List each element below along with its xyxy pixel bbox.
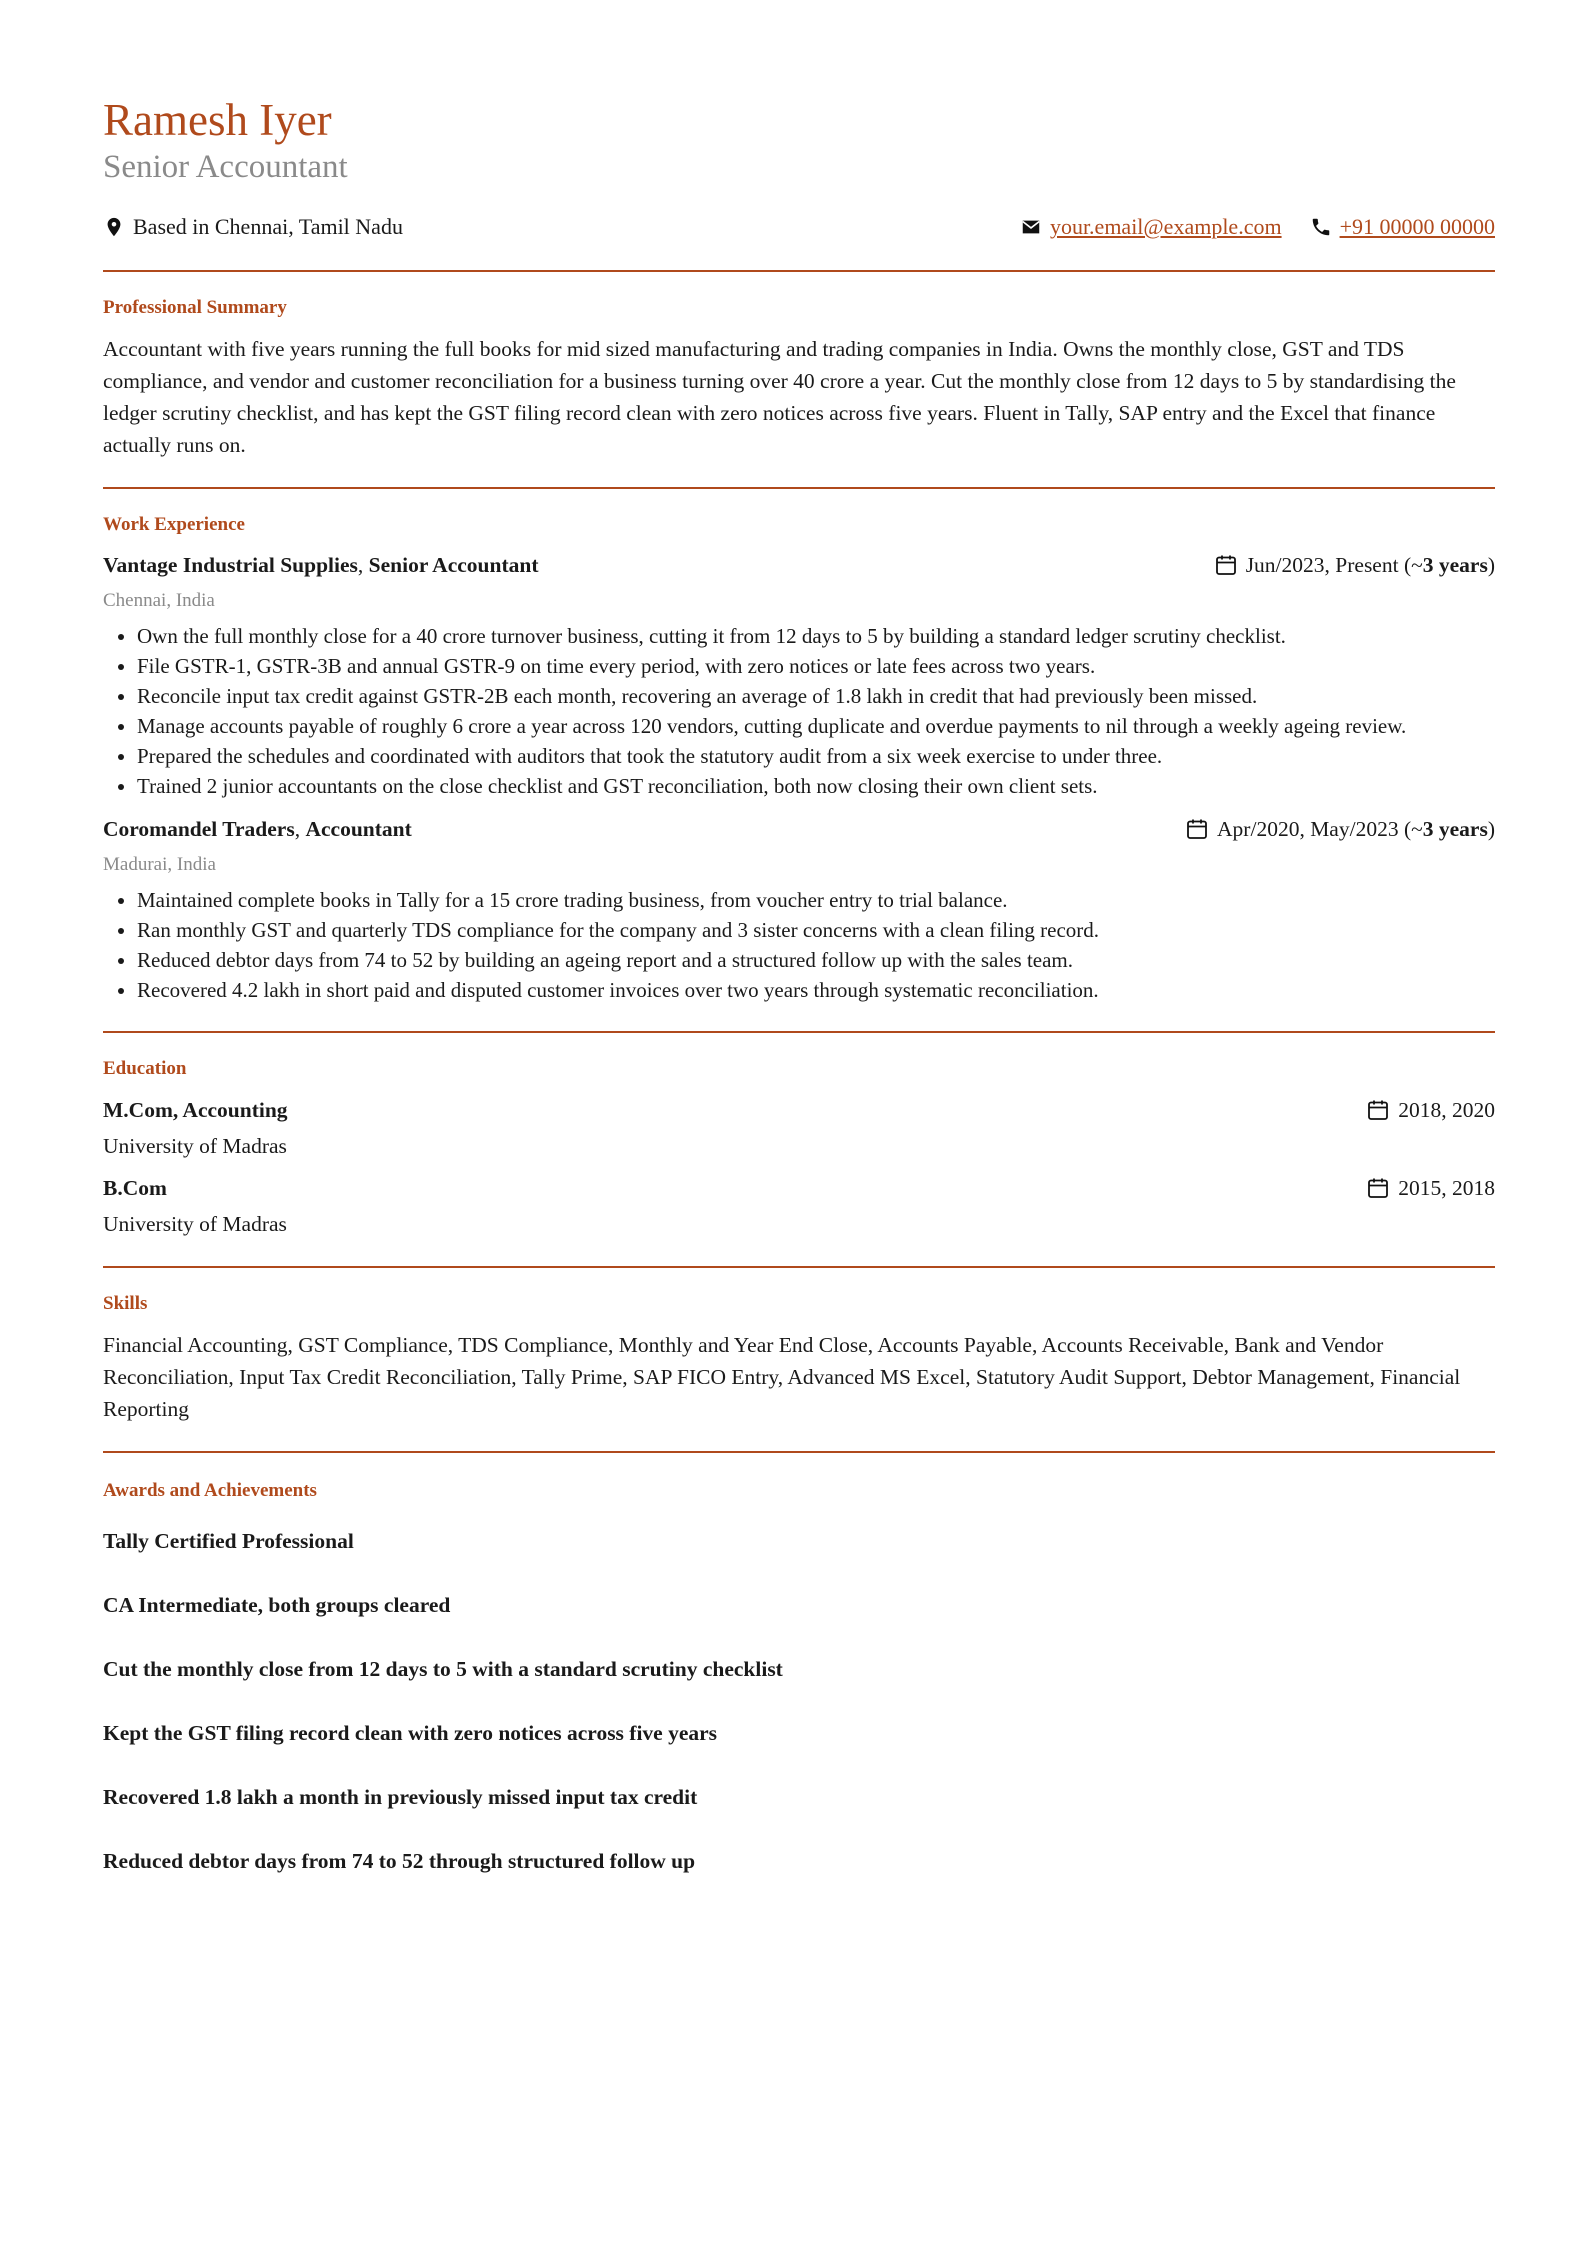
job-company: Coromandel Traders bbox=[103, 817, 295, 842]
award-item: Kept the GST filing record clean with zero notices across five years bbox=[103, 1721, 718, 1746]
calendar-icon bbox=[1185, 817, 1209, 841]
list-item: • Reconcile input tax credit against GSTR-2B each month, recovering an average of 1.8 lakh in credit that had previously been missed. bbox=[137, 681, 1495, 711]
education-dates bbox=[1366, 1094, 1495, 1126]
list-item: • Trained 2 junior accountants on the close checklist and GST reconciliation, both now closing their own client sets. bbox=[137, 771, 1495, 801]
skills-section bbox=[103, 1268, 1495, 1451]
phone bbox=[1310, 214, 1495, 240]
education-degree: B.Com bbox=[103, 1176, 167, 1201]
list-item: • Manage accounts payable of roughly 6 crore a year across 120 vendors, cutting duplicate and overdue payments to nil through a weekly ageing review. bbox=[137, 711, 1495, 741]
award-item: Tally Certified Professional bbox=[103, 1529, 354, 1554]
email bbox=[1020, 214, 1282, 240]
location-text: Based in Chennai, Tamil Nadu bbox=[133, 214, 403, 239]
location bbox=[103, 214, 403, 240]
list-item: • Reduced debtor days from 74 to 52 by building an ageing report and a structured follow up with the sales team. bbox=[137, 945, 1495, 975]
job-location: Chennai, India bbox=[103, 590, 215, 612]
job-location: Madurai, India bbox=[103, 854, 216, 876]
list-item: • Prepared the schedules and coordinated with auditors that took the statutory audit from a six week exercise to under three. bbox=[137, 741, 1495, 771]
list-item: • Own the full monthly close for a 40 crore turnover business, cutting it from 12 days to 5 by building a standard ledger scrutiny checklist. bbox=[137, 621, 1495, 651]
job-duration: 3 years bbox=[1422, 817, 1488, 842]
section-title-awards: Awards and Achievements bbox=[103, 1479, 317, 1501]
award-item: Recovered 1.8 lakh a month in previously missed input tax credit bbox=[103, 1785, 698, 1810]
job-company: Vantage Industrial Supplies bbox=[103, 553, 358, 578]
contact-links bbox=[992, 214, 1495, 240]
job-role: Accountant bbox=[305, 817, 412, 842]
list-item: • Maintained complete books in Tally for a 15 crore trading business, from voucher entry to trial balance. bbox=[137, 885, 1495, 915]
summary-text: Accountant with five years running the full books for mid sized manufacturing and trading companies in India. Owns the monthly close, GST and TDS compliance, and vendor and customer reconciliation for a business turning over 40 crore a year. Cut the monthly close from 12 days to 5 by standardising the ledger scrutiny checklist, and has kept the GST filing record clean with zero notices across five years. Fluent in Tally, SAP entry and the Excel that finance actually runs on. bbox=[103, 336, 1456, 457]
email-link[interactable]: your.email@example.com bbox=[1049, 214, 1282, 239]
list-item: • File GSTR-1, GSTR-3B and annual GSTR-9 on time every period, with zero notices or late fees across two years. bbox=[137, 651, 1495, 681]
job-entry bbox=[103, 813, 1495, 1005]
job-date-range: Jun/2023, Present (~ bbox=[1245, 553, 1423, 578]
resume-content bbox=[103, 95, 1495, 1935]
calendar-icon bbox=[1214, 553, 1238, 577]
education-section bbox=[103, 1033, 1495, 1266]
education-degree: M.Com, Accounting bbox=[103, 1098, 288, 1123]
section-title-summary: Professional Summary bbox=[103, 297, 287, 318]
award-item: CA Intermediate, both groups cleared bbox=[103, 1593, 451, 1618]
section-title-skills: Skills bbox=[103, 1293, 148, 1315]
education-entry bbox=[103, 1094, 1495, 1162]
job-bullets bbox=[103, 885, 1495, 1005]
award-item: Reduced debtor days from 74 to 52 through structured follow up bbox=[103, 1849, 696, 1874]
location-pin-icon bbox=[103, 216, 125, 238]
candidate-name: Ramesh Iyer bbox=[103, 95, 332, 145]
list-item: • Ran monthly GST and quarterly TDS compliance for the company and 3 sister concerns with a clean filing record. bbox=[137, 915, 1495, 945]
job-heading: Coromandel Traders, Accountant bbox=[103, 817, 412, 842]
phone-icon bbox=[1310, 216, 1332, 238]
list-item: • Recovered 4.2 lakh in short paid and disputed customer invoices over two years through systematic reconciliation. bbox=[137, 975, 1495, 1005]
summary-section bbox=[103, 272, 1495, 487]
experience-section bbox=[103, 489, 1495, 1032]
education-school: University of Madras bbox=[103, 1134, 287, 1159]
education-entry bbox=[103, 1172, 1495, 1240]
job-header bbox=[103, 549, 1495, 581]
contact-row bbox=[103, 210, 1495, 244]
education-dates bbox=[1366, 1172, 1495, 1204]
job-bullets bbox=[103, 621, 1495, 801]
education-date-range: 2015, 2018 bbox=[1398, 1176, 1495, 1201]
calendar-icon bbox=[1366, 1098, 1390, 1122]
education-header bbox=[103, 1094, 1495, 1126]
phone-link[interactable]: +91 00000 00000 bbox=[1339, 214, 1495, 239]
calendar-icon bbox=[1366, 1176, 1390, 1200]
education-date-range: 2018, 2020 bbox=[1398, 1098, 1495, 1123]
awards-section bbox=[103, 1453, 1495, 1936]
job-dates: Jun/2023, Present (~ 3 years ) bbox=[1214, 549, 1495, 581]
job-date-range: Apr/2020, May/2023 (~ bbox=[1217, 817, 1423, 842]
education-school: University of Madras bbox=[103, 1212, 287, 1237]
education-header bbox=[103, 1172, 1495, 1204]
job-heading: Vantage Industrial Supplies, Senior Accountant bbox=[103, 553, 539, 578]
section-title-education: Education bbox=[103, 1058, 187, 1080]
job-header bbox=[103, 813, 1495, 845]
job-duration: 3 years bbox=[1422, 553, 1488, 578]
job-dates: Apr/2020, May/2023 (~ 3 years ) bbox=[1185, 813, 1495, 845]
job-role: Senior Accountant bbox=[368, 553, 539, 578]
candidate-title: Senior Accountant bbox=[103, 148, 348, 185]
section-title-experience: Work Experience bbox=[103, 513, 245, 535]
skills-text: Financial Accounting, GST Compliance, TDS Compliance, Monthly and Year End Close, Accounts Payable, Accounts Receivable, Bank and Vendor Reconciliation, Input Tax Credit Reconciliation, Tally Prime, SAP FICO Entry, Advanced MS Excel, Statutory Audit Support, Debtor Management, Financial Reporting bbox=[103, 1332, 1461, 1421]
award-item: Cut the monthly close from 12 days to 5 with a standard scrutiny checklist bbox=[103, 1657, 783, 1682]
envelope-icon bbox=[1020, 216, 1042, 238]
job-entry bbox=[103, 549, 1495, 801]
